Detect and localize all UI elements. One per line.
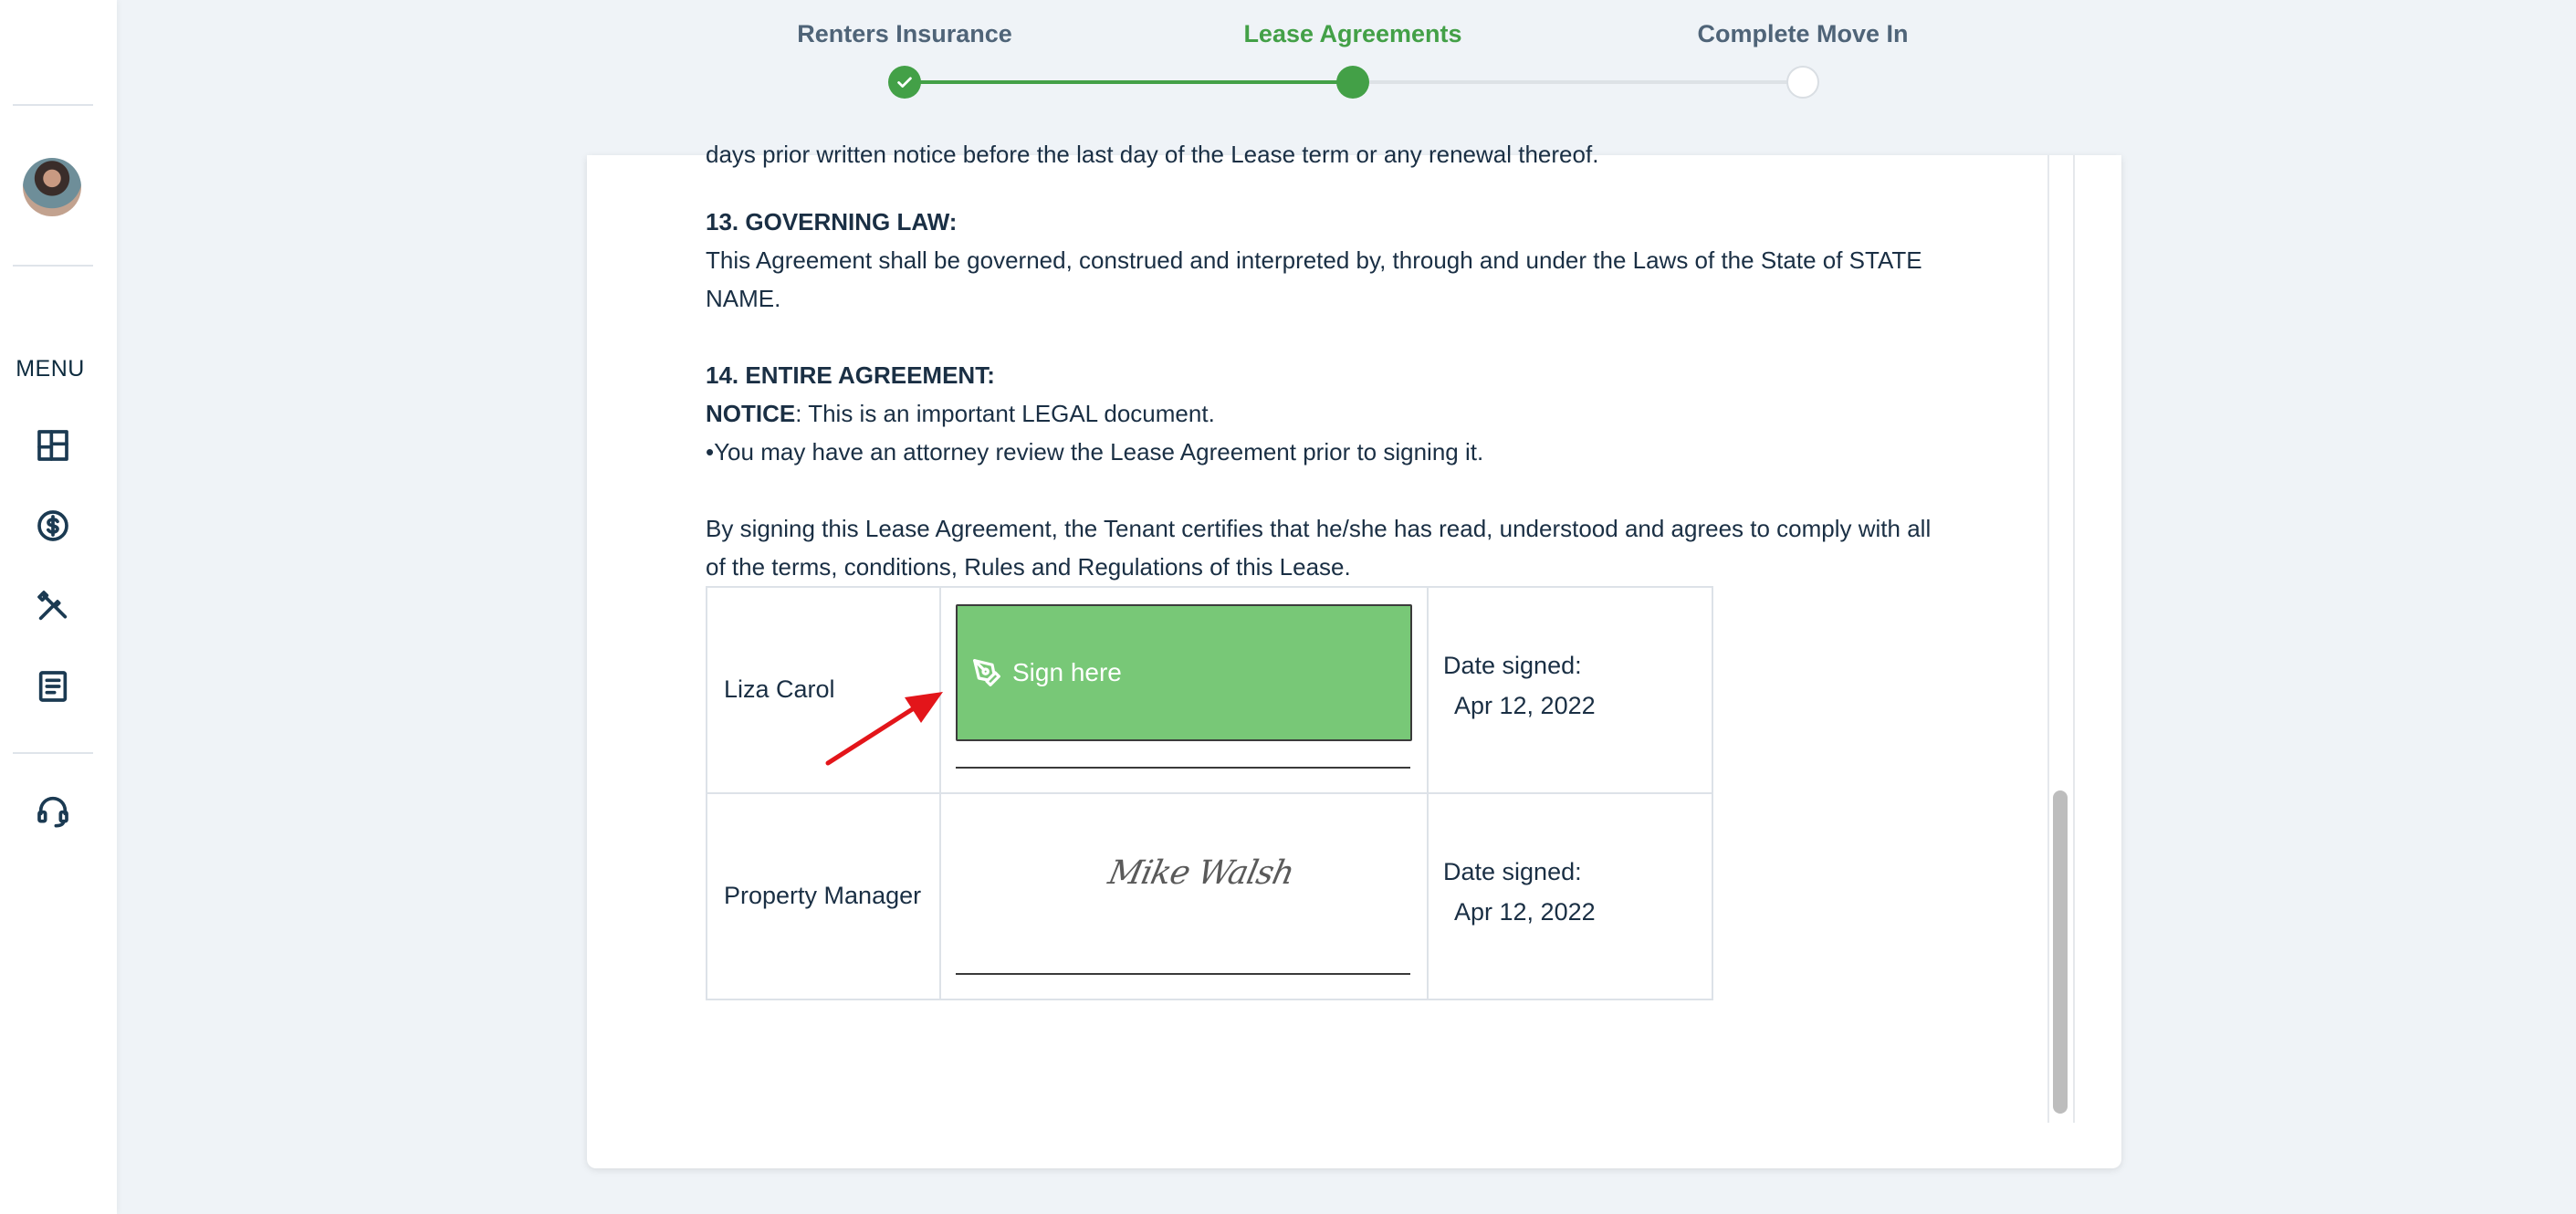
- avatar[interactable]: [23, 158, 81, 216]
- manager-name: Property Manager: [724, 882, 922, 909]
- date-signed-label: Date signed:: [1443, 652, 1582, 679]
- notice-line: NOTICE: This is an important LEGAL document.: [706, 400, 1215, 427]
- progress-stepper: [0, 0, 2576, 155]
- section-13-title: 13. GOVERNING LAW:: [706, 208, 958, 235]
- payments-icon[interactable]: [32, 505, 74, 547]
- pen-icon: [972, 658, 1001, 687]
- table-divider: [707, 792, 1712, 794]
- step-active-dot: [1336, 66, 1369, 99]
- attorney-bullet: •You may have an attorney review the Lease Agreement prior to signing it.: [706, 438, 1484, 466]
- step-renters-insurance[interactable]: Renters Insurance: [797, 20, 1012, 47]
- manager-signature: Mike Walsh: [1105, 854, 1297, 892]
- scrollbar-thumb[interactable]: [2053, 790, 2068, 1114]
- step-todo-dot: [1786, 66, 1819, 99]
- documents-icon[interactable]: [32, 665, 74, 707]
- date-signed-value: Apr 12, 2022: [1454, 898, 1596, 926]
- step-done-dot: [888, 66, 921, 99]
- section-14-title: 14. ENTIRE AGREEMENT:: [706, 361, 995, 389]
- section-13-body: This Agreement shall be governed, construed and interpreted by, through and under the Laws of the State of STATE NAME.: [706, 246, 1922, 312]
- signature-table: [706, 586, 1713, 1000]
- cut-off-text: days prior written notice before the last day of the Lease term or any renewal thereof.: [706, 141, 1599, 168]
- signature-line: [956, 767, 1410, 769]
- sidebar-divider: [13, 752, 93, 754]
- sidebar: [0, 0, 117, 1214]
- menu-label: MENU: [16, 356, 85, 382]
- dashboard-icon[interactable]: [32, 424, 74, 466]
- stepper-line-complete: [905, 80, 1353, 84]
- date-signed-label: Date signed:: [1443, 858, 1582, 885]
- support-icon[interactable]: [32, 790, 74, 832]
- date-signed-value: Apr 12, 2022: [1454, 692, 1596, 719]
- stepper-line-pending: [1353, 80, 1803, 84]
- red-arrow-annotation: [826, 688, 945, 765]
- sign-here-button[interactable]: [956, 604, 1412, 741]
- step-complete-move-in[interactable]: Complete Move In: [1697, 20, 1909, 47]
- tenant-name: Liza Carol: [724, 675, 835, 703]
- checkmark-icon: [895, 72, 915, 92]
- maintenance-icon[interactable]: [32, 585, 74, 627]
- certify-text: By signing this Lease Agreement, the Tenant certifies that he/she has read, understood and agrees to comply with all of the terms, conditions, Rules and Regulations of this Lease.: [706, 515, 1932, 581]
- signature-line: [956, 973, 1410, 975]
- sidebar-divider: [13, 265, 93, 267]
- sign-here-label: Sign here: [1012, 658, 1122, 686]
- step-lease-agreements[interactable]: Lease Agreements: [1243, 20, 1462, 47]
